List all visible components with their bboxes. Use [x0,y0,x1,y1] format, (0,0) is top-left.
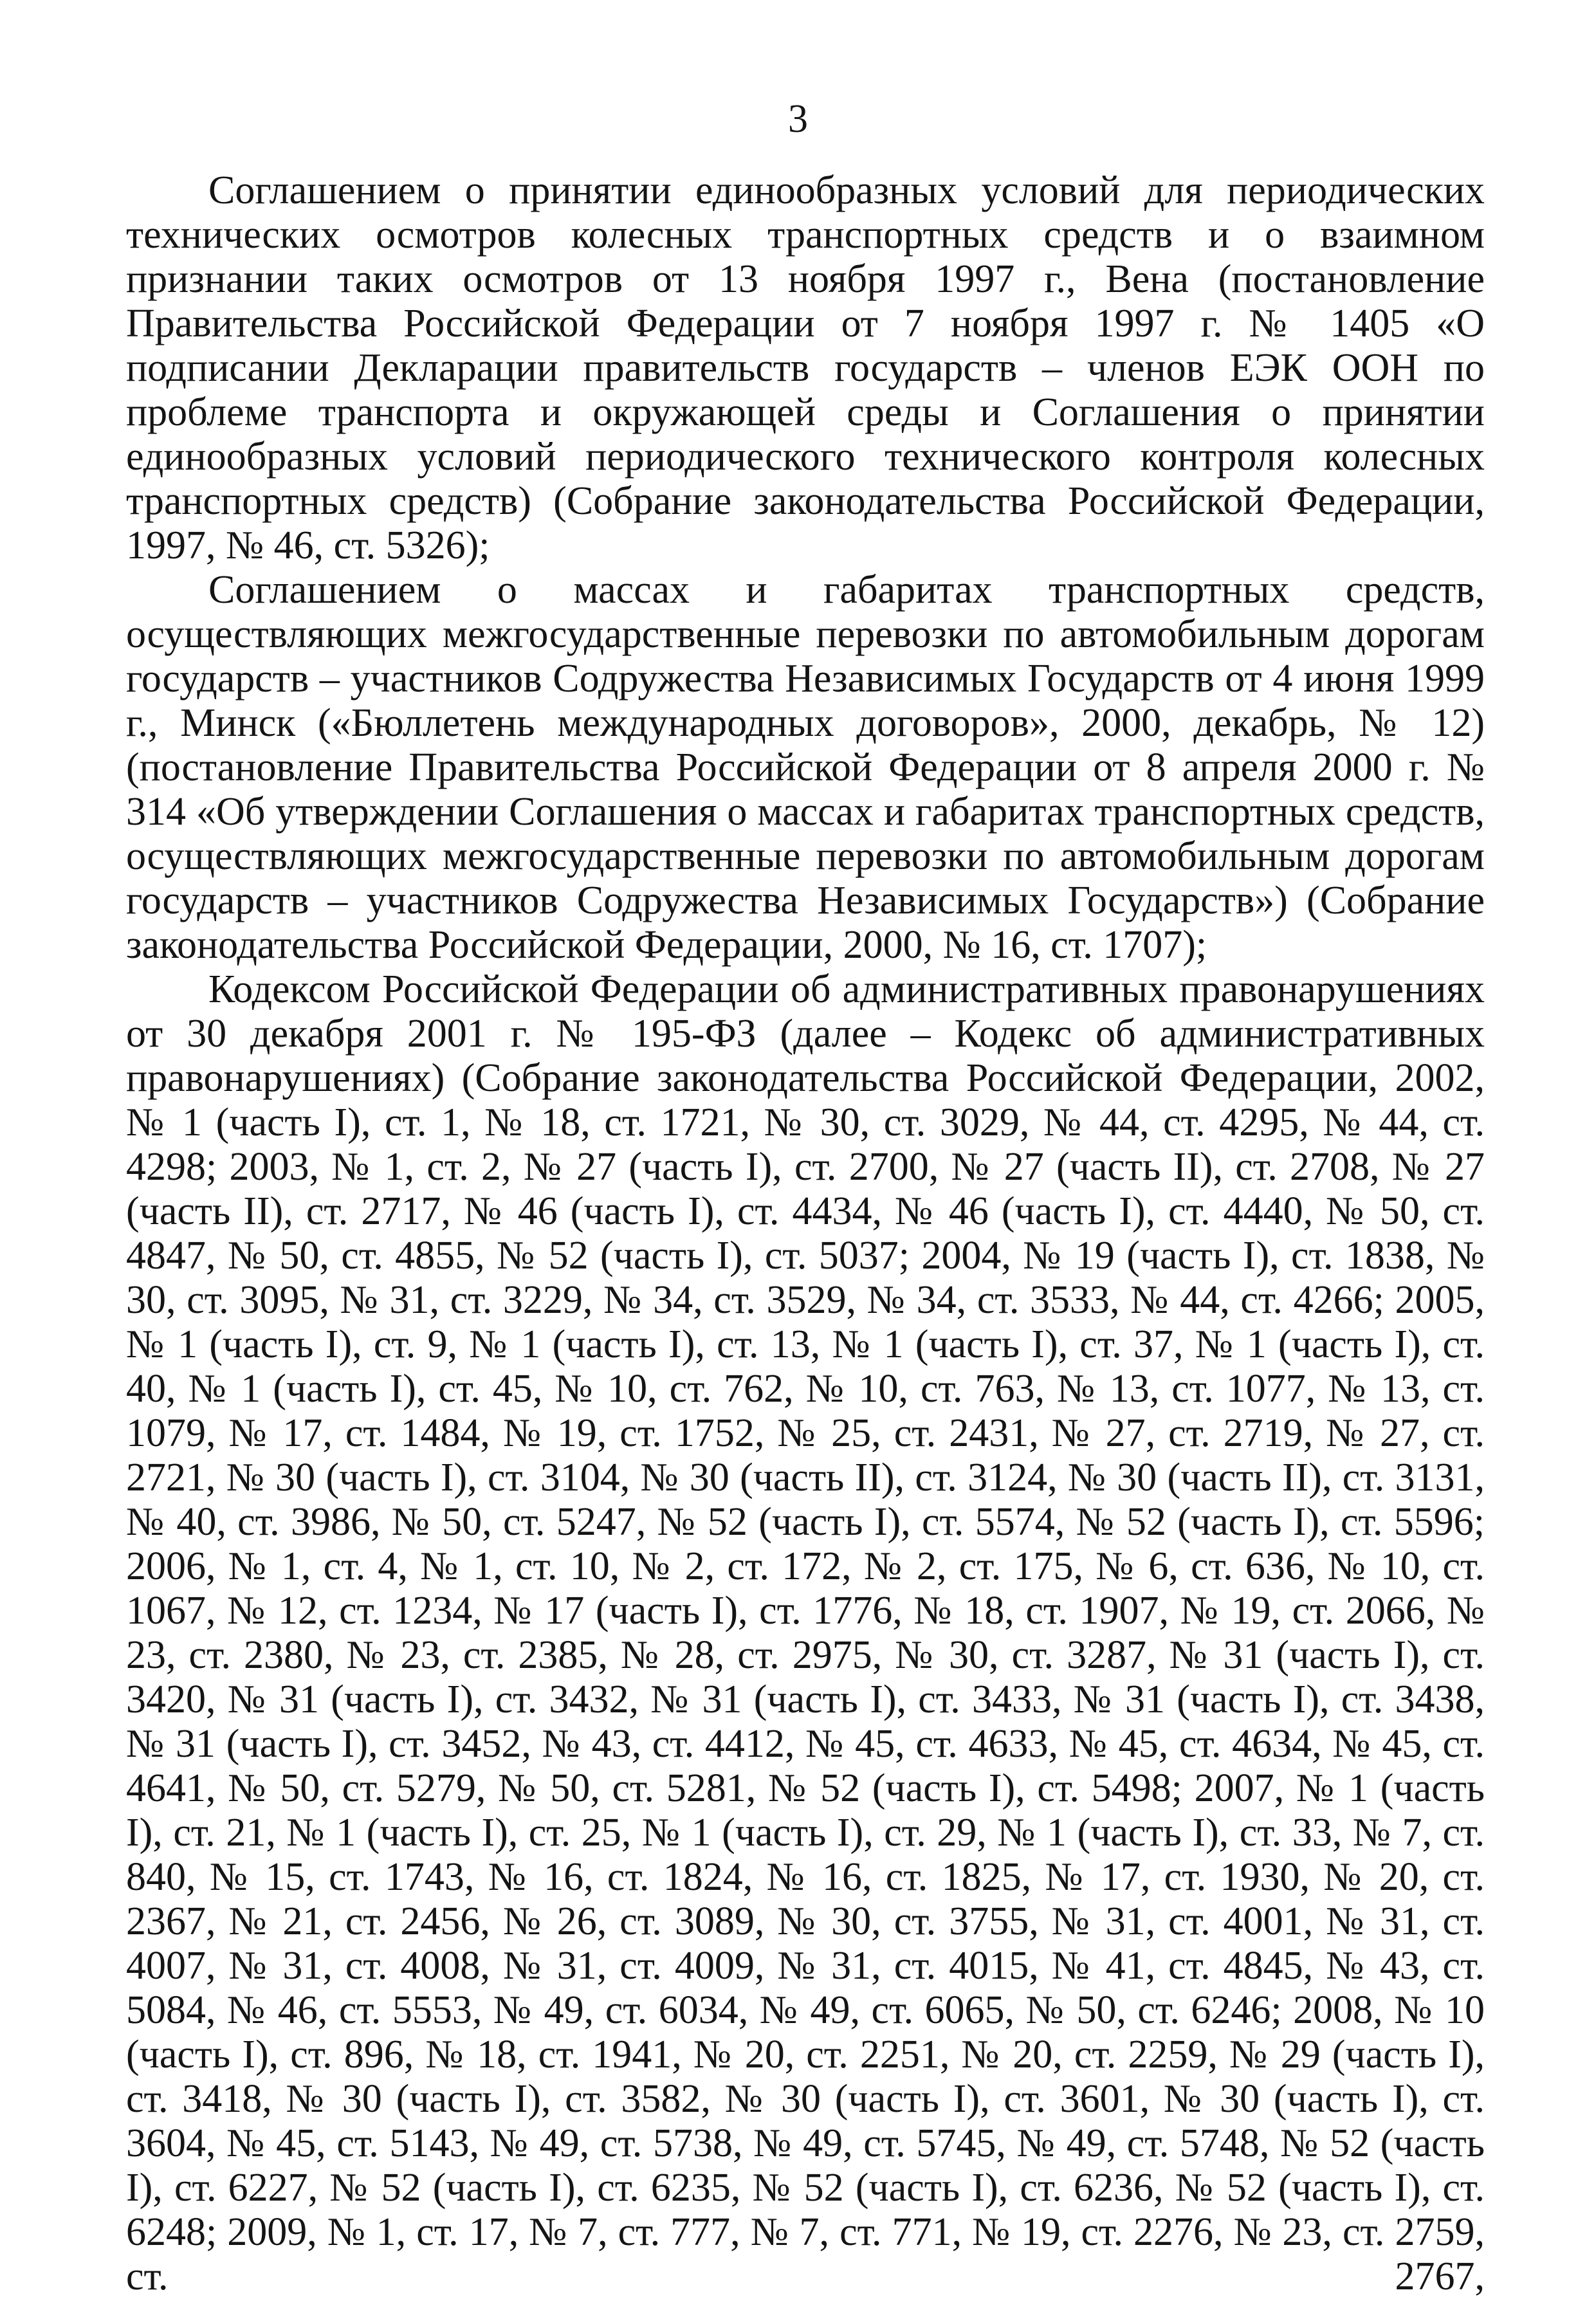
document-body [126,169,1485,2299]
page-number: 3 [788,97,808,141]
paragraph-inspection-agreement: Соглашением о принятии единообразных условий для периодических технических осмотров колесных транспортных средств и о взаимном признании таких осмотров от 13 ноября 1997 г., Вена (постановление Правительства Российской Федерации от 7 ноября 1997 г. № 1405 «О подписании Декларации правительств государств – членов ЕЭК ООН по проблеме транспорта и окружающей среды и Соглашения о принятии единообразных условий периодического технического контроля колесных транспортных средств) (Собрание законодательства Российской Федерации, 1997, № 46, ст. 5326); [126,169,1485,567]
paragraph-mass-dimensions-agreement: Соглашением о массах и габаритах транспортных средств, осуществляющих межгосударственные перевозки по автомобильным дорогам государств – участников Содружества Независимых Государств от 4 июня 1999 г., Минск («Бюллетень международных договоров», 2000, декабрь, № 12) (постановление Правительства Российской Федерации от 8 апреля 2000 г. № 314 «Об утверждении Соглашения о массах и габаритах транспортных средств, осуществляющих межгосударственные перевозки по автомобильным дорогам государств – участников Содружества Независимых Государств») (Собрание законодательства Российской Федерации, 2000, № 16, ст. 1707); [126,568,1485,967]
paragraph-administrative-code: Кодексом Российской Федерации об административных правонарушениях от 30 декабря 2001 г. № 195-ФЗ (далее – Кодекс об административных правонарушениях) (Собрание законодательства Российской Федерации, 2002, № 1 (часть I), ст. 1, № 18, ст. 1721, № 30, ст. 3029, № 44, ст. 4295, № 44, ст. 4298; 2003, № 1, ст. 2, № 27 (часть I), ст. 2700, № 27 (часть II), ст. 2708, № 27 (часть II), ст. 2717, № 46 (часть I), ст. 4434, № 46 (часть I), ст. 4440, № 50, ст. 4847, № 50, ст. 4855, № 52 (часть I), ст. 5037; 2004, № 19 (часть I), ст. 1838, № 30, ст. 3095, № 31, ст. 3229, № 34, ст. 3529, № 34, ст. 3533, № 44, ст. 4266; 2005, № 1 (часть I), ст. 9, № 1 (часть I), ст. 13, № 1 (часть I), ст. 37, № 1 (часть I), ст. 40, № 1 (часть I), ст. 45, № 10, ст. 762, № 10, ст. 763, № 13, ст. 1077, № 13, ст. 1079, № 17, ст. 1484, № 19, ст. 1752, № 25, ст. 2431, № 27, ст. 2719, № 27, ст. 2721, № 30 (часть I), ст. 3104, № 30 (часть II), ст. 3124, № 30 (часть II), ст. 3131, № 40, ст. 3986, № 50, ст. 5247, № 52 (часть I), ст. 5574, № 52 (часть I), ст. 5596; 2006, № 1, ст. 4, № 1, ст. 10, № 2, ст. 172, № 2, ст. 175, № 6, ст. 636, № 10, ст. 1067, № 12, ст. 1234, № 17 (часть I), ст. 1776, № 18, ст. 1907, № 19, ст. 2066, № 23, ст. 2380, № 23, ст. 2385, № 28, ст. 2975, № 30, ст. 3287, № 31 (часть I), ст. 3420, № 31 (часть I), ст. 3432, № 31 (часть I), ст. 3433, № 31 (часть I), ст. 3438, № 31 (часть I), ст. 3452, № 43, ст. 4412, № 45, ст. 4633, № 45, ст. 4634, № 45, ст. 4641, № 50, ст. 5279, № 50, ст. 5281, № 52 (часть I), ст. 5498; 2007, № 1 (часть I), ст. 21, № 1 (часть I), ст. 25, № 1 (часть I), ст. 29, № 1 (часть I), ст. 33, № 7, ст. 840, № 15, ст. 1743, № 16, ст. 1824, № 16, ст. 1825, № 17, ст. 1930, № 20, ст. 2367, № 21, ст. 2456, № 26, ст. 3089, № 30, ст. 3755, № 31, ст. 4001, № 31, ст. 4007, № 31, ст. 4008, № 31, ст. 4009, № 31, ст. 4015, № 41, ст. 4845, № 43, ст. 5084, № 46, ст. 5553, № 49, ст. 6034, № 49, ст. 6065, № 50, ст. 6246; 2008, № 10 (часть I), ст. 896, № 18, ст. 1941, № 20, ст. 2251, № 20, ст. 2259, № 29 (часть I), ст. 3418, № 30 (часть I), ст. 3582, № 30 (часть I), ст. 3601, № 30 (часть I), ст. 3604, № 45, ст. 5143, № 49, ст. 5738, № 49, ст. 5745, № 49, ст. 5748, № 52 (часть I), ст. 6227, № 52 (часть I), ст. 6235, № 52 (часть I), ст. 6236, № 52 (часть I), ст. 6248; 2009, № 1, ст. 17, № 7, ст. 777, № 7, ст. 771, № 19, ст. 2276, № 23, ст. 2759, ст. 2767, [126,967,1485,2298]
